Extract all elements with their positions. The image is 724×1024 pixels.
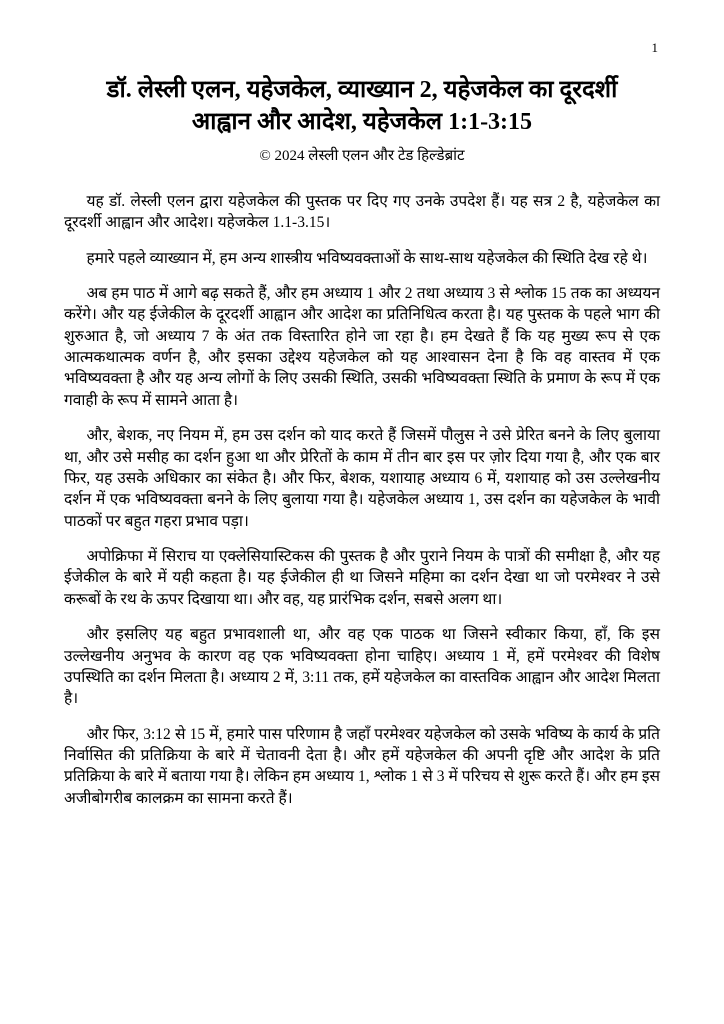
paragraph: हमारे पहले व्याख्यान में, हम अन्य शास्त्रीय भविष्यवक्ताओं के साथ-साथ यहेजकेल की स्थिति देख रहे थे।: [86, 249, 648, 267]
paragraph: यह डॉ. लेस्ली एलन द्वारा यहेजकेल की पुस्तक पर दिए गए उनके उपदेश हैं। यह सत्र 2 है, यहेजकेल का दूरदर्शी आह्वान और आदेश। यहेजकेल 1.1-3.15।: [64, 192, 660, 232]
document-body: [64, 191, 660, 809]
paragraph: अब हम पाठ में आगे बढ़ सकते हैं, और हम अध्याय 1 और 2 तथा अध्याय 3 से श्लोक 15 तक का अध्ययन करेंगे। और यह ईजेकील के दूरदर्शी आह्वान और आदेश का प्रतिनिधित्व करता है। यह पुस्तक के पहले भाग की शुरुआत है, जो अध्याय 7 के अंत तक विस्तारित होने जा रहा है। हम देखते हैं कि यह मुख्य रूप से एक आत्मकथात्मक वर्णन है, और इसका उद्देश्य यहेजकेल को यह आश्वासन देना है कि वह वास्तव में एक भविष्यवक्ता है और यह अन्य लोगों के लिए उसकी स्थिति, उसकी भविष्यवक्ता स्थिति के प्रमाण के रूप में एक गवाही के रूप में सामने आता है।: [64, 284, 660, 409]
paragraph: और इसलिए यह बहुत प्रभावशाली था, और वह एक पाठक था जिसने स्वीकार किया, हाँ, कि इस उल्लेखनीय अनुभव के कारण वह एक भविष्यवक्ता होना चाहिए। अध्याय 1 में, हमें परमेश्वर की विशेष उपस्थिति का दर्शन मिलता है। अध्याय 2 में, 3:11 तक, हमें यहेजकेल का वास्तविक आह्वान और आदेश मिलता है।: [64, 626, 660, 708]
page-number: 1: [651, 40, 658, 55]
paragraph: और, बेशक, नए नियम में, हम उस दर्शन को याद करते हैं जिसमें पौलुस ने उसे प्रेरित बनने के लिए बुलाया था, और उसे मसीह का दर्शन हुआ था और प्रेरितों के काम में तीन बार इस पर ज़ोर दिया गया है, और एक बार फिर, यह उसके अधिकार का संकेत है। और फिर, बेशक, यशायाह अध्याय 6 में, यशायाह को उस उल्लेखनीय दर्शन में एक भविष्यवक्ता बनने के लिए बुलाया गया है। यहेजकेल अध्याय 1, उस दर्शन का यहेजकेल के भावी पाठकों पर बहुत गहरा प्रभाव पड़ा।: [64, 427, 660, 530]
document-title: डॉ. लेस्ली एलन, यहेजकेल, व्याख्यान 2, यहेजकेल का दूरदर्शी आह्वान और आदेश, यहेजकेल 1:1-3:15: [106, 77, 618, 136]
paragraph: और फिर, 3:12 से 15 में, हमारे पास परिणाम है जहाँ परमेश्वर यहेजकेल को उसके भविष्य के कार्य के प्रति निर्वासित की प्रतिक्रिया के बारे में चेतावनी देता है। और हमें यहेजकेल की अपनी दृष्टि और आदेश के प्रति प्रतिक्रिया के बारे में बताया गया है। लेकिन हम अध्याय 1, श्लोक 1 से 3 में परिचय से शुरू करते हैं। और हम इस अजीबोगरीब कालक्रम का सामना करते हैं।: [64, 725, 660, 807]
copyright-line: © 2024 लेस्ली एलन और टेड हिल्डेब्रांट: [259, 147, 465, 164]
paragraph: अपोक्रिफा में सिराच या एक्लेसियास्टिकस की पुस्तक है और पुराने नियम के पात्रों की समीक्षा है, और यह ईजेकील के बारे में यही कहता है। यह ईजेकील ही था जिसने महिमा का दर्शन देखा था जो परमेश्वर ने उसे करूबों के रथ के ऊपर दिखाया था। और वह, यह प्रारंभिक दर्शन, सबसे अलग था।: [64, 548, 660, 608]
